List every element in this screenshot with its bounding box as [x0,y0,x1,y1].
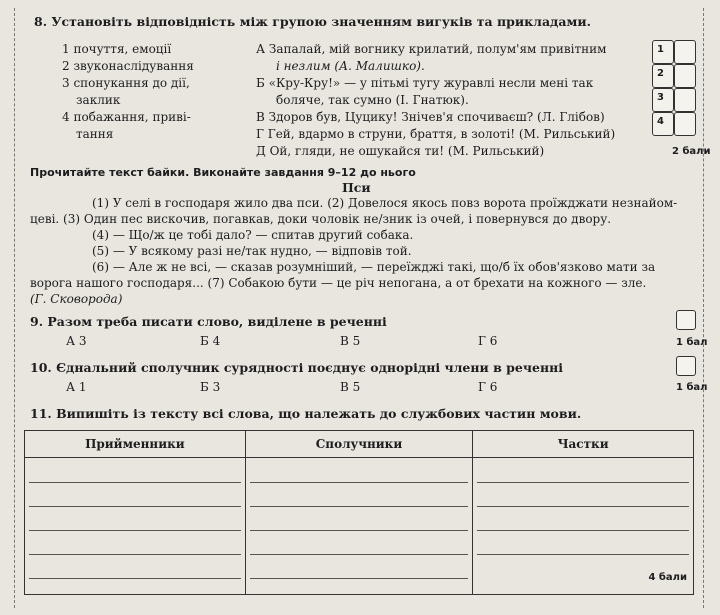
task8-option-b-cont: боляче, так сумно (І. Гнатюк). [276,93,469,107]
task10-option-b[interactable]: Б 3 [200,380,221,394]
answer-line [250,530,468,531]
task8-answer-2-box[interactable] [674,64,696,88]
task11-table [24,430,694,595]
task8-points: 2 бали [672,146,711,157]
reading-line-1: (1) У селі в господаря жило два пси. (2) Довелося якось повз ворота проїжджати незнайом- [92,196,678,210]
task8-left-item-1: 1 почуття, емоції [62,42,172,56]
task10-option-g[interactable]: Г 6 [478,380,498,394]
answer-line [29,530,241,531]
answer-line [29,554,241,555]
column-header-prepositions: Прийменники [25,431,246,458]
answer-line [250,482,468,483]
answer-line [477,506,689,507]
particles-answer-area[interactable] [473,458,694,595]
task8-answer-3[interactable]: 3 [652,88,674,112]
task8-answer-1-box[interactable] [674,40,696,64]
column-header-conjunctions: Сполучники [245,431,472,458]
answer-line [477,482,689,483]
task8-answer-3-box[interactable] [674,88,696,112]
task9-points: 1 бал [676,337,708,348]
right-margin-line [703,8,704,608]
task10-points: 1 бал [676,382,708,393]
task8-option-b: Б «Кру-Кру!» — у пітьмі тугу журавлі несли мені так [256,76,594,90]
task8-answer-4[interactable]: 4 [652,112,674,136]
reading-line-6: ворога нашого господаря... (7) Собакою бути — це річ непогана, а от брехати на кожного — зле. [30,276,647,290]
task8-option-g: Г Гей, вдармо в струни, браття, в золоті! (М. Рильський) [256,127,616,141]
task8-left-item-2: 2 звуконаслідування [62,59,194,73]
task9-title: 9. Разом треба писати слово, виділене в реченні [30,314,387,329]
task10-option-v[interactable]: В 5 [340,380,361,394]
task8-left-item-4-cont: тання [76,127,114,141]
left-margin-line [14,8,15,608]
task8-left-item-4: 4 побажання, приві- [62,110,191,124]
task8-option-v: В Здоров був, Цуцику! Знічев'я спочиваєш? (Л. Глібов) [256,110,605,124]
answer-line [250,506,468,507]
prepositions-answer-area[interactable] [25,458,246,595]
task8-answer-4-box[interactable] [674,112,696,136]
reading-line-4: (5) — У всякому разі не/так нудно, — відповів той. [92,244,412,258]
task8-left-item-3: 3 спонукання до дії, [62,76,190,90]
answer-line [477,554,689,555]
reading-line-2: цеві. (3) Один пес вискочив, погавкав, доки чоловік не/зник із очей, і повернувся до двору. [30,212,612,226]
reading-line-5: (6) — Але ж не всі, — сказав розумніший, — переїжджі такі, що/б їх обов'язково мати за [92,260,656,274]
task9-option-g[interactable]: Г 6 [478,334,498,348]
task8-option-a-cont: і незлим (А. Малишко). [276,59,425,73]
task10-answer-box[interactable] [676,356,696,376]
task10-title: 10. Єднальний сполучник сурядності поєднує однорідні члени в реченні [30,360,564,375]
reading-author: (Г. Сковорода) [30,292,123,306]
task9-answer-box[interactable] [676,310,696,330]
answer-line [29,482,241,483]
reading-title: Пси [342,180,371,195]
task10-option-a[interactable]: А 1 [66,380,87,394]
task9-option-v[interactable]: В 5 [340,334,361,348]
task11-title: 11. Випишіть із тексту всі слова, що належать до службових частин мови. [30,406,582,421]
task8-answer-1[interactable]: 1 [652,40,674,64]
task11-points: 4 бали [648,572,687,583]
task8-option-a: А Запалай, мій вогнику крилатий, полум'ям привітним [256,42,607,56]
reading-line-3: (4) — Що/ж це тобі дало? — спитав другий собака. [92,228,414,242]
task9-option-a[interactable]: А 3 [66,334,87,348]
task9-option-b[interactable]: Б 4 [200,334,221,348]
reading-instruction: Прочитайте текст байки. Виконайте завдання 9–12 до нього [30,166,416,179]
answer-line [477,530,689,531]
answer-line [29,578,241,579]
column-header-particles: Частки [473,431,694,458]
task8-option-d: Д Ой, гляди, не ошукайся ти! (М. Рильський) [256,144,545,158]
answer-line [250,554,468,555]
task8-left-item-3-cont: заклик [76,93,121,107]
conjunctions-answer-area[interactable] [245,458,472,595]
task8-answer-2[interactable]: 2 [652,64,674,88]
answer-line [29,506,241,507]
answer-line [250,578,468,579]
task8-title: 8. Установіть відповідність між групою значенням вигуків та прикладами. [34,14,591,29]
